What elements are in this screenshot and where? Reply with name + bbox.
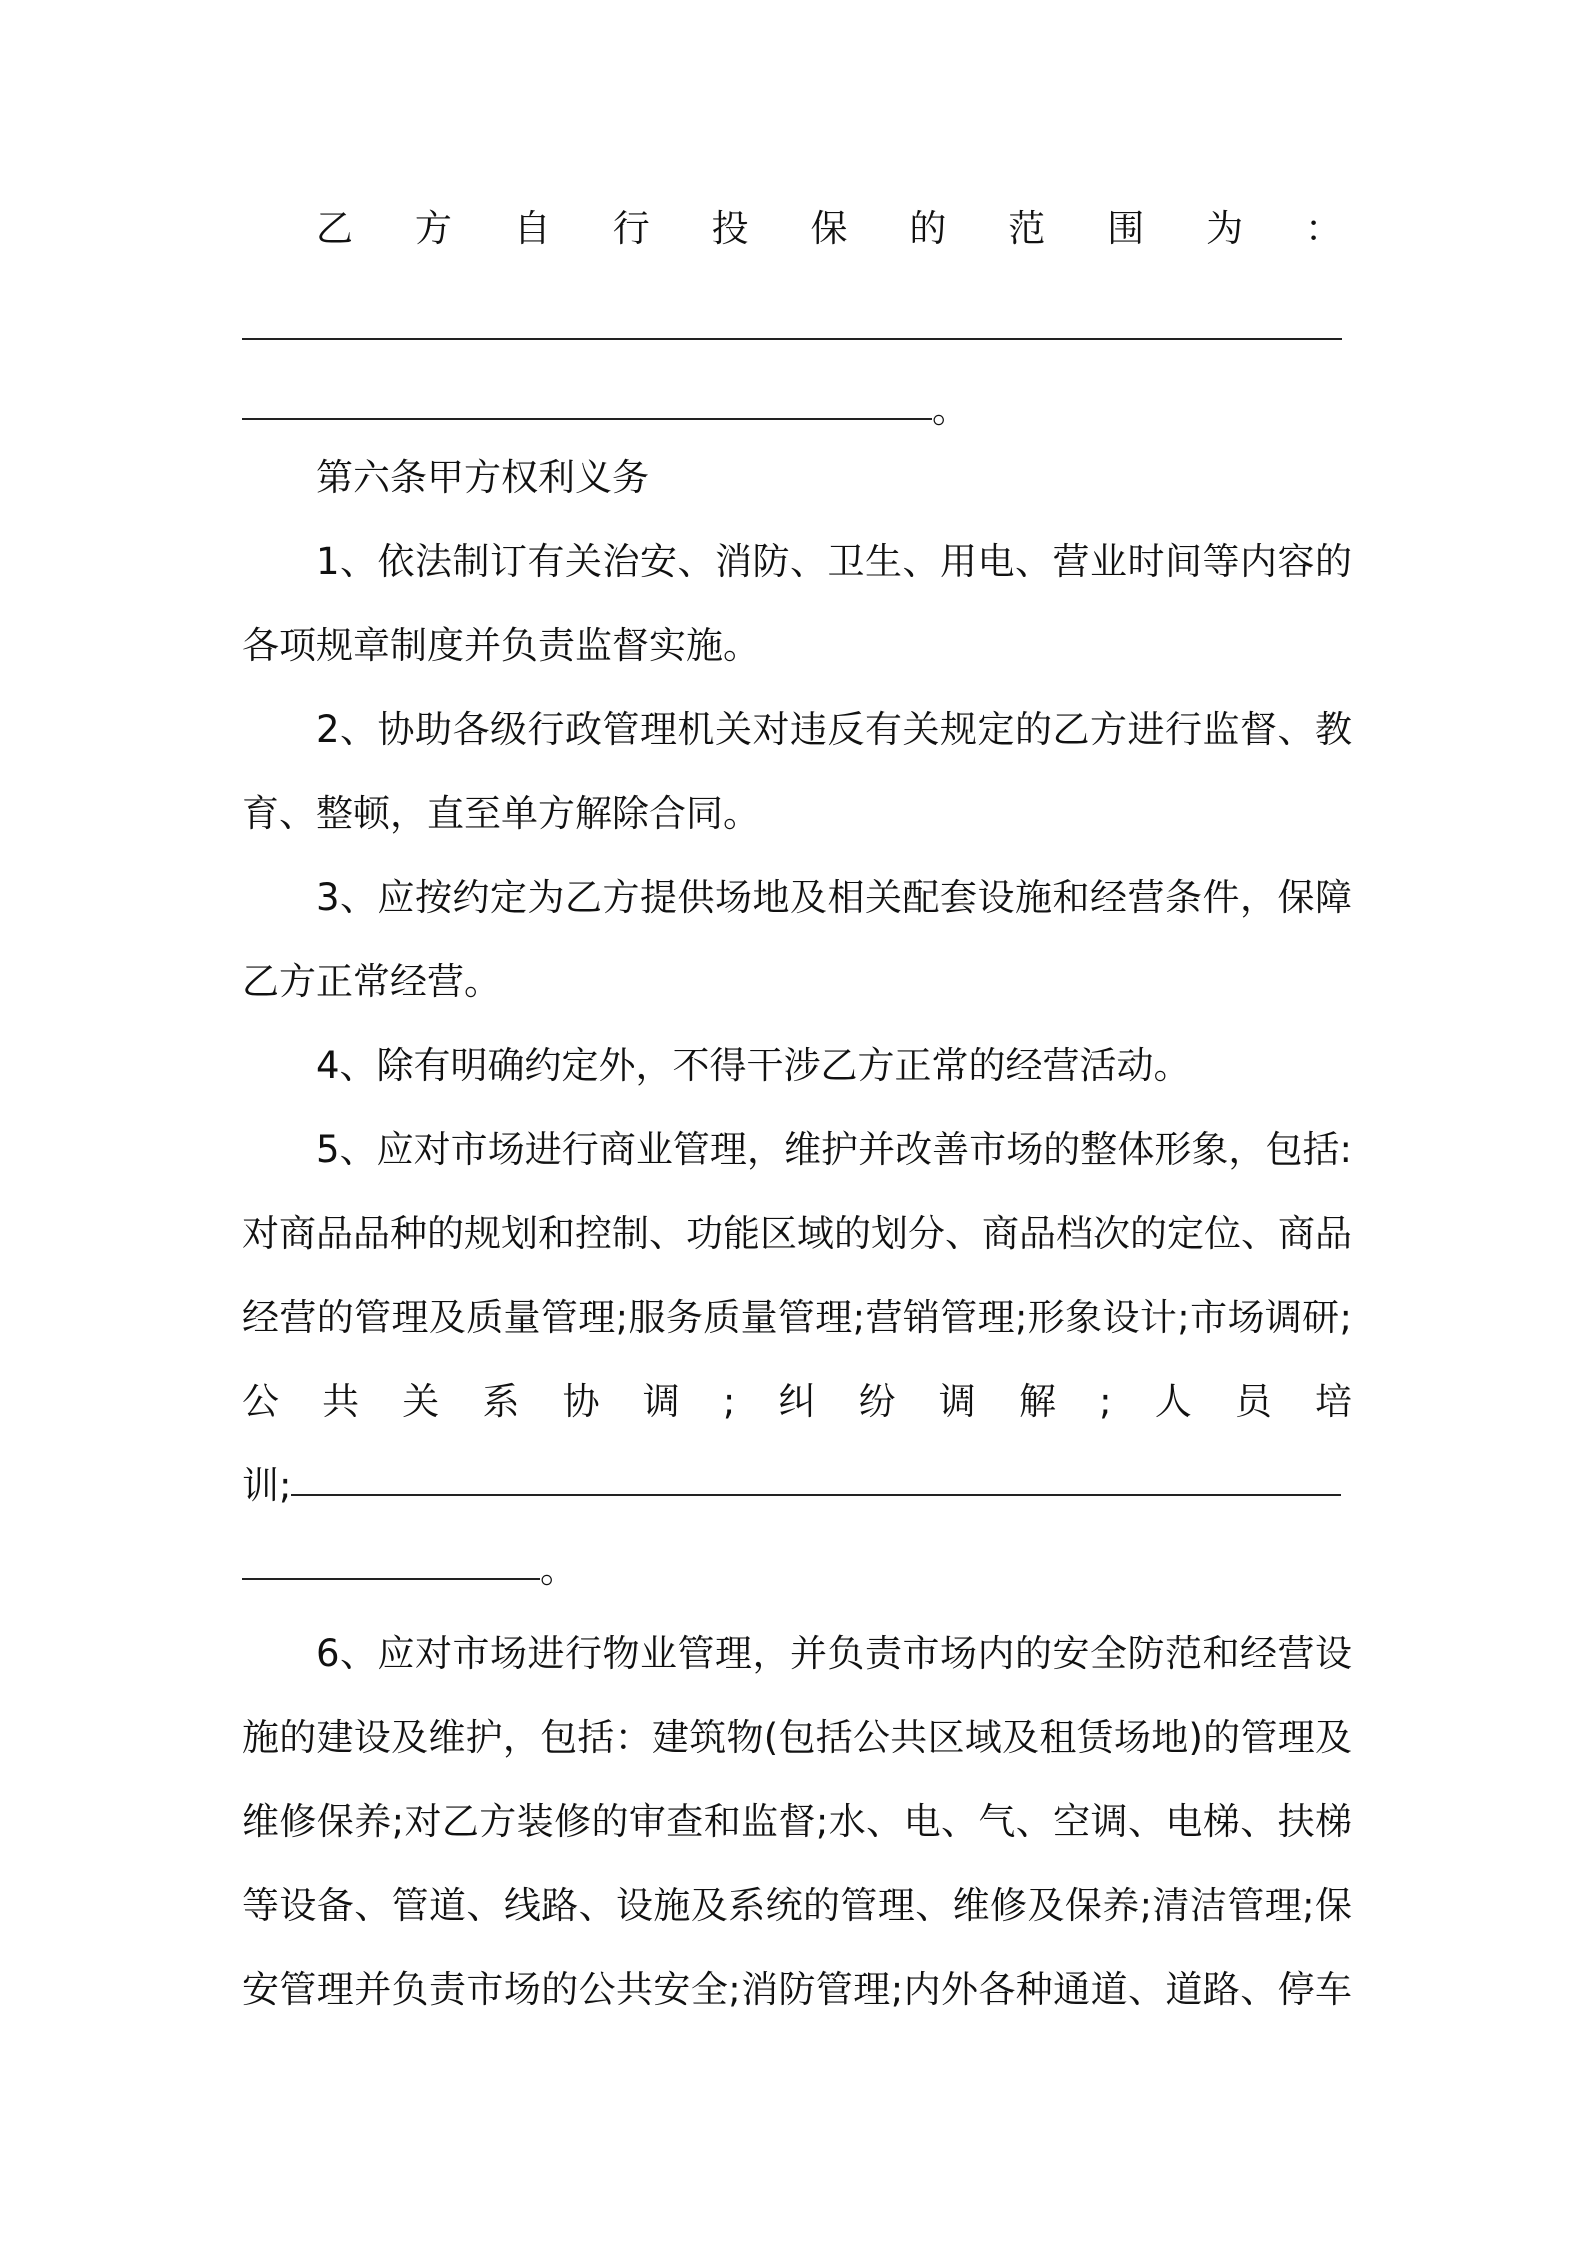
clause-6-line-2: 施的建设及维护，包括：建筑物(包括公共区域及租赁场地)的管理及: [242, 1716, 1352, 1759]
insurance-scope-line: 乙方自行投保的范围为：: [316, 207, 1352, 250]
fill-in-blank-line-end: [242, 380, 1352, 440]
blank-underline: [242, 1578, 540, 1580]
clause-5-line-5: [242, 1456, 1352, 1516]
clause-4-line-1: 4、除有明确约定外，不得干涉乙方正常的经营活动。: [316, 1044, 1191, 1087]
clause-6-line-3: 维修保养;对乙方装修的审查和监督;水、电、气、空调、电梯、扶梯: [242, 1800, 1352, 1843]
clause-5-line-3: 经营的管理及质量管理;服务质量管理;营销管理;形象设计;市场调研;: [242, 1296, 1352, 1339]
blank-underline: [242, 338, 1342, 340]
clause-5-line-2: 对商品品种的规划和控制、功能区域的划分、商品档次的定位、商品: [242, 1212, 1352, 1255]
clause-6-line-4: 等设备、管道、线路、设施及系统的管理、维修及保养;清洁管理;保: [242, 1884, 1352, 1927]
clause-5-line-1: 5、应对市场进行商业管理，维护并改善市场的整体形象，包括:: [316, 1128, 1352, 1171]
clause-5-training-label: 训;: [242, 1464, 292, 1507]
clause-1-line-1: 1、依法制订有关治安、消防、卫生、用电、营业时间等内容的: [316, 540, 1352, 583]
clause-6-line-1: 6、应对市场进行物业管理，并负责市场内的安全防范和经营设: [316, 1632, 1352, 1675]
article-heading: 第六条甲方权利义务: [316, 456, 649, 499]
clause-2-line-2: 育、整顿，直至单方解除合同。: [242, 792, 760, 835]
blank-underline: [242, 418, 932, 420]
clause-5-line-6: [242, 1540, 1352, 1600]
blank-underline: [291, 1494, 1341, 1496]
clause-3-line-1: 3、应按约定为乙方提供场地及相关配套设施和经营条件，保障: [316, 876, 1352, 919]
period: 。: [932, 388, 969, 431]
clause-3-line-2: 乙方正常经营。: [242, 960, 501, 1003]
fill-in-blank-line: [242, 300, 1352, 360]
clause-1-line-2: 各项规章制度并负责监督实施。: [242, 624, 760, 667]
period: 。: [540, 1548, 577, 1591]
clause-2-line-1: 2、协助各级行政管理机关对违反有关规定的乙方进行监督、教: [316, 708, 1352, 751]
clause-6-line-5: 安管理并负责市场的公共安全;消防管理;内外各种通道、道路、停车: [242, 1968, 1352, 2011]
clause-5-line-4: 公共关系协调;纠纷调解;人员培: [242, 1380, 1352, 1423]
